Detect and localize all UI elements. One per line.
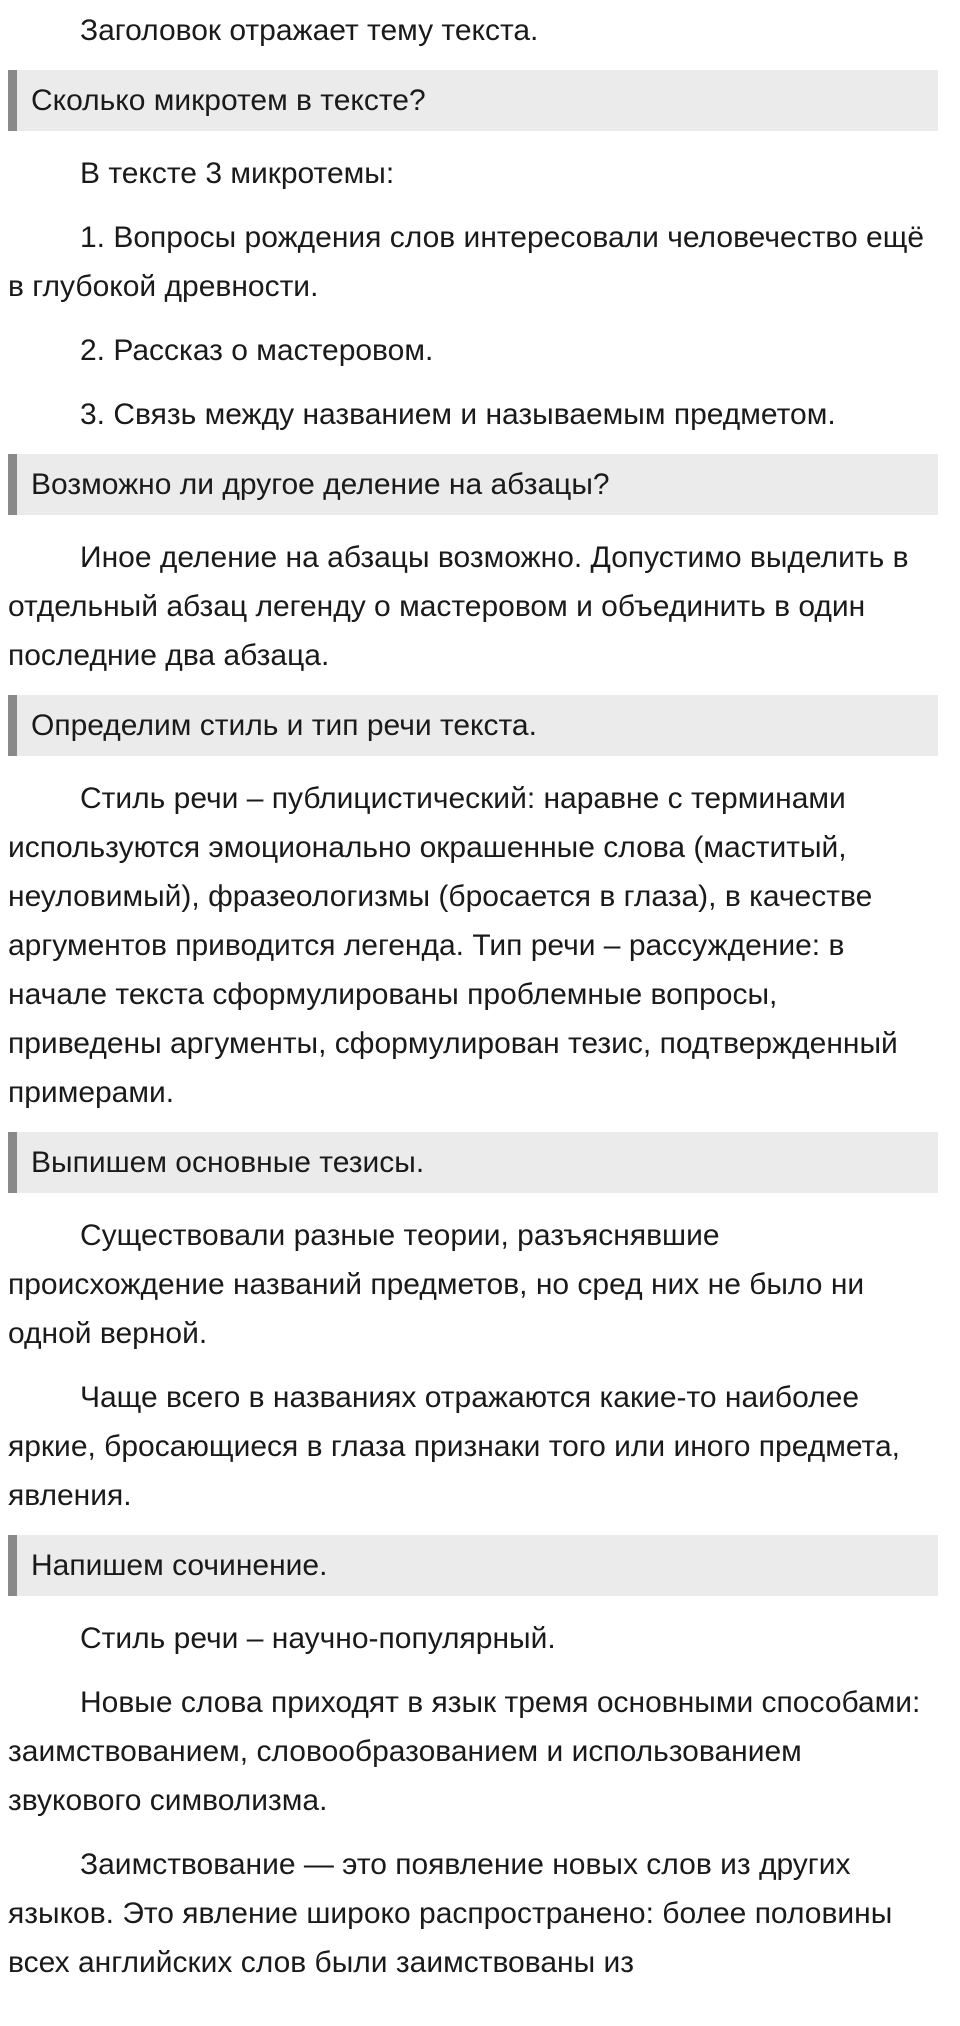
paragraph-essay-style: Стиль речи – научно-популярный. bbox=[80, 1622, 556, 1655]
paragraph-microtheme-1: 1. Вопросы рождения слов интересовали человечество ещё в глубокой древности. bbox=[8, 221, 925, 303]
paragraph-title-reflects-theme: Заголовок отражает тему текста. bbox=[80, 14, 539, 47]
paragraph-thesis-2: Чаще всего в названиях отражаются какие-то наиболее яркие, бросающиеся в глаза признаки того или иного предмета, явления. bbox=[8, 1381, 900, 1512]
question-heading-microthemes-count: Сколько микротем в тексте? bbox=[8, 70, 938, 131]
question-heading-theses: Выпишем основные тезисы. bbox=[8, 1132, 938, 1193]
question-heading-style-and-type: Определим стиль и тип речи текста. bbox=[8, 695, 938, 756]
paragraph-thesis-1: Существовали разные теории, разъяснявшие происхождение названий предметов, но сред них не было ни одной верной. bbox=[8, 1219, 865, 1350]
paragraph-microthemes-intro: В тексте 3 микротемы: bbox=[80, 157, 395, 190]
paragraph-essay-borrowing: Заимствование — это появление новых слов из других языков. Это явление широко распространено: более половины всех английских слов были заимствованы из bbox=[8, 1848, 893, 1979]
question-heading-paragraph-division: Возможно ли другое деление на абзацы? bbox=[8, 454, 938, 515]
paragraph-microtheme-3: 3. Связь между названием и называемым предметом. bbox=[80, 398, 836, 431]
paragraph-division-answer: Иное деление на абзацы возможно. Допустимо выделить в отдельный абзац легенду о мастеровом и объединить в один последние два абзаца. bbox=[8, 541, 909, 672]
paragraph-essay-new-words: Новые слова приходят в язык тремя основными способами: заимствованием, словообразованием и использованием звукового символизма. bbox=[8, 1686, 921, 1817]
question-heading-essay: Напишем сочинение. bbox=[8, 1535, 938, 1596]
paragraph-microtheme-2: 2. Рассказ о мастеровом. bbox=[80, 334, 434, 367]
paragraph-style-and-type-answer: Стиль речи – публицистический: наравне с терминами используются эмоционально окрашенные слова (маститый, неуловимый), фразеологизмы (бросается в глаза), в качестве аргументов приводится легенда. Тип речи – рассуждение: в начале текста сформулированы проблемные вопросы, приведены аргументы, сформулирован тезис, подтвержденный примерами. bbox=[8, 782, 898, 1109]
document-content bbox=[8, 0, 938, 1987]
